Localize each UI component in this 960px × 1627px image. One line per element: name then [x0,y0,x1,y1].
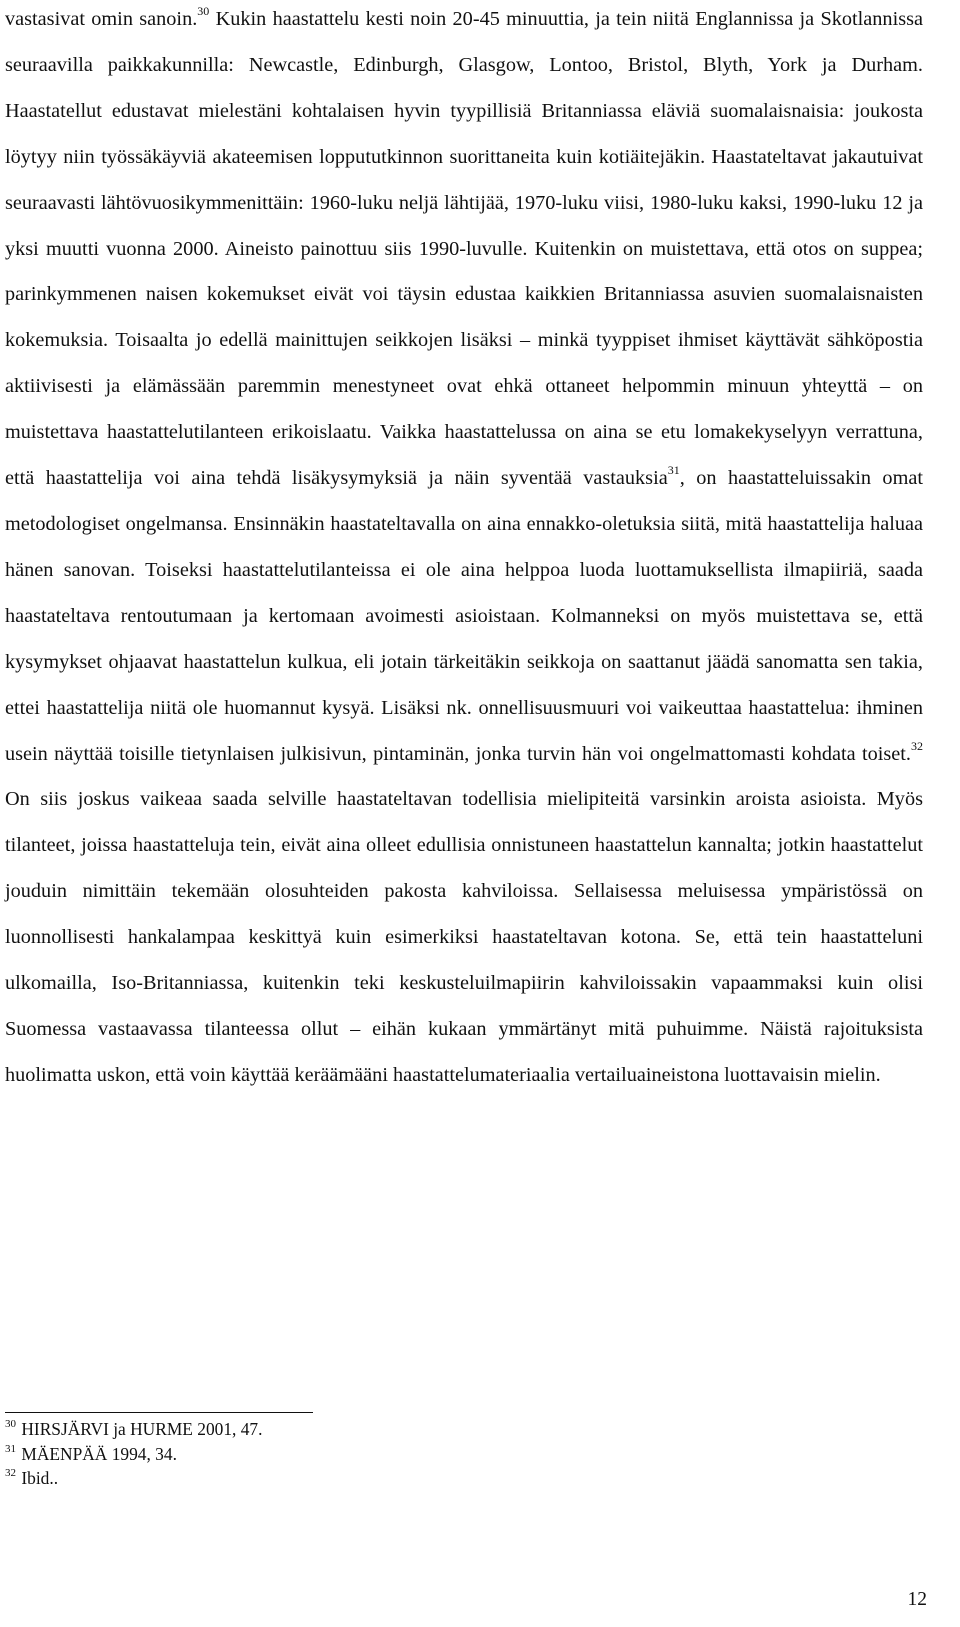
footnote-text: HIRSJÄRVI ja HURME 2001, 47. [21,1419,263,1439]
body-text-segment-4: On siis joskus vaikeaa saada selville haastateltavan todellisia mielipiteitä varsinkin aroista asioista. Myös tilanteet, joissa haastatteluja tein, eivät aina olleet edullisia onnistuneen haastattelun kannalta; jotkin haastattelut jouduin nimittäin tekemään olosuhteiden pakosta kahviloissa. Sellaisessa meluisessa ympäristössä on luonnollisesti hankalampaa keskittyä kuin esimerkiksi haastateltavan kotona. Se, että tein haastatteluni ulkomailla, Iso-Britanniassa, kuitenkin teki keskusteluilmapiirin kahviloissakin vapaammaksi kuin olisi Suomessa vastaavassa tilanteessa ollut – eihän kukaan ymmärtänyt mitä puhuimme. Näistä rajoituksista huolimatta uskon, että voin käyttää keräämääni haastattelumateriaalia vertailuaineistona luottavaisin mielin. [5,788,923,1086]
footnote-number: 32 [5,1467,16,1480]
footnote-31 [5,1442,605,1467]
footnote-30 [5,1417,605,1442]
footnote-32 [5,1466,605,1491]
body-text-segment-1: vastasivat omin sanoin. [5,8,198,30]
footnote-text: MÄENPÄÄ 1994, 34. [21,1443,177,1464]
footnote-separator [5,1412,313,1413]
footnotes [5,1417,605,1491]
footnote-text: Ibid.. [21,1468,59,1489]
body-text-segment-3: , on haastatteluissakin omat metodologiset ongelmansa. Ensinnäkin haastateltavalla on aina ennakko-oletuksia siitä, mitä haastattelija haluaa hänen sanovan. Toiseksi haastattelutilanteissa ei ole aina helppoa luoda luottamuksellista ilmapiiriä, saada haastateltava rentoutumaan ja kertomaan avoimesti asioistaan. Kolmanneksi on myös muistettava se, että kysymykset ohjaavat haastattelun kulkua, eli jotain tärkeitäkin seikkoja on saattanut jäädä sanomatta sen takia, ettei haastattelija niitä ole huomannut kysyä. Lisäksi nk. onnellisuusmuuri voi vaikeuttaa haastattelua: ihminen usein näyttää toisille tietynlaisen julkisivun, pintaminän, jonka turvin hän voi ongelmattomasti kohdata toiset. [5,467,923,765]
footnote-ref-30: 30 [197,4,210,19]
page-number: 12 [907,1589,927,1610]
footnote-number: 31 [5,1442,16,1455]
body-text-segment-2: Kukin haastattelu kesti noin 20-45 minuuttia, ja tein niitä Englannissa ja Skotlannissa seuraavilla paikkakunnilla: Newcastle, Edinburgh, Glasgow, Lontoo, Bristol, Blyth, York ja Durham. Haastatellut edustavat mielestäni kohtalaisen hyvin tyypillisiä Britanniassa eläviä suomalaisnaisia: joukosta löytyy niin työssäkäyviä akateemisen loppututkinnon suorittaneita kuin kotiäitejäkin. Haastateltavat jakautuivat seuraavasti lähtövuosikymmenittäin: 1960-luku neljä lähtijää, 1970-luku viisi, 1980-luku kaksi, 1990-luku 12 ja yksi muutti vuonna 2000. Aineisto painottuu siis 1990-luvulle. Kuitenkin on muistettava, että otos on suppea; parinkymmenen naisen kokemukset eivät voi täysin edustaa kaikkien Britanniassa asuvien suomalaisnaisten kokemuksia. Toisaalta jo edellä mainittujen seikkojen lisäksi – minkä tyyppiset ihmiset käyttävät sähköpostia aktiivisesti ja elämässään paremmin menestyneet ovat ehkä ottaneet helpommin minuun yhteyttä – on muistettava haastattelutilanteen erikoislaatu. Vaikka haastattelussa on aina se etu lomakekyselyyn verrattuna, että haastattelija voi aina tehdä lisäkysymyksiä ja näin syventää vastauksia [5,8,923,490]
footnote-ref-32: 32 [911,738,923,753]
body-paragraph [5,0,923,1099]
footnote-ref-31: 31 [667,463,680,478]
footnote-number: 30 [5,1418,16,1431]
